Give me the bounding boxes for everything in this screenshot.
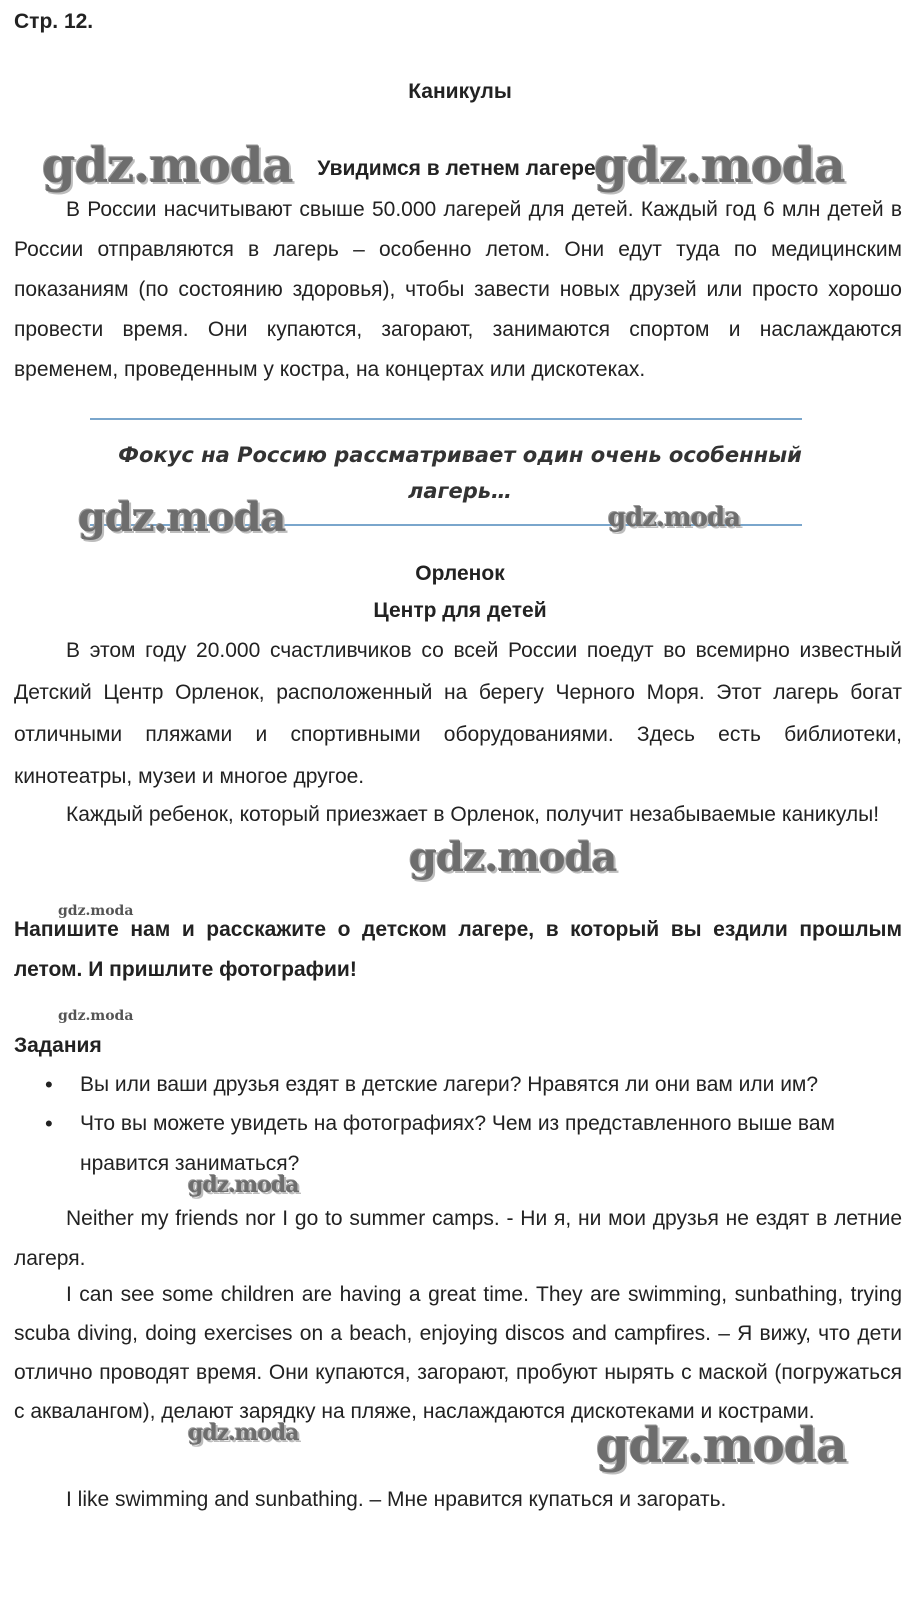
page-number: Стр. 12. [14,10,94,33]
article-paragraph: В России насчитывают свыше 50.000 лагерей для детей. Каждый год 6 млн детей в России отправляются в лагерь – особенно летом. Они едут туда по медицинским показаниям (по состоянию здоровья), чтобы завести новых друзей или просто хорошо провести время. Они купаются, загорают, занимаются спортом и наслаждаются временем, проведенным у костра, на концертах или дискотеках. [14,198,902,381]
watermark: gdz.moda [58,903,134,919]
watermark: gdz.moda [188,1420,299,1446]
watermark: gdz.moda [596,1418,847,1474]
call-to-action: Напишите нам и расскажите о детском лагере, в который вы ездили прошлым летом. И пришлите фотографии! [14,918,902,981]
watermark: gdz.moda [594,138,845,194]
focus-line-1: Фокус на Россию рассматривает один очень особенный [118,443,802,467]
article-heading: Каникулы [408,80,512,103]
focus-line-2: лагерь… [407,479,513,503]
focus-bottom-rule [90,524,802,526]
watermark: gdz.moda [608,503,741,533]
task-item: Что вы можете увидеть на фотографиях? Чем из представленного выше вам нравится заниматься? [80,1112,835,1175]
bullet-icon: • [45,1111,53,1136]
orlenok-paragraph-1: В этом году 20.000 счастливчиков со всей России поедут во всемирно известный Детский Центр Орленок, расположенный на берегу Черного Моря. Этот лагерь богат отличными пляжами и спортивными оборудованиями. Здесь есть библиотеки, кинотеатры, музеи и многое другое. [14,639,902,788]
answer-2: I can see some children are having a great time. They are swimming, sunbathing, trying scuba diving, doing exercises on a beach, enjoying discos and campfires. – Я вижу, что дети отлично проводят время. Они купаются, загорают, пробуют нырять с маской (погружаться с аквалангом), делают зарядку на пляже, наслаждаются дискотеками и кострами. [14,1283,902,1423]
task-item: Вы или ваши друзья ездят в детские лагери? Нравятся ли они вам или им? [80,1073,819,1096]
watermark: gdz.moda [78,494,286,541]
watermark: gdz.moda [42,138,293,194]
focus-top-rule [90,418,802,420]
orlenok-subtitle: Центр для детей [373,599,547,622]
orlenok-title: Орленок [415,562,505,585]
bullet-icon: • [45,1072,53,1097]
watermark: gdz.moda [409,834,617,881]
orlenok-paragraph-2: Каждый ребенок, который приезжает в Орленок, получит незабываемые каникулы! [66,803,880,826]
watermark: gdz.moda [58,1008,134,1024]
watermark: gdz.moda [188,1172,299,1198]
tasks-title: Задания [14,1034,102,1057]
article-subheading: Увидимся в летнем лагере! [317,157,603,180]
answer-3: I like swimming and sunbathing. – Мне нравится купаться и загорать. [66,1488,727,1511]
answer-1: Neither my friends nor I go to summer camps. - Ни я, ни мои друзья не ездят в летние лагеря. [14,1207,902,1270]
